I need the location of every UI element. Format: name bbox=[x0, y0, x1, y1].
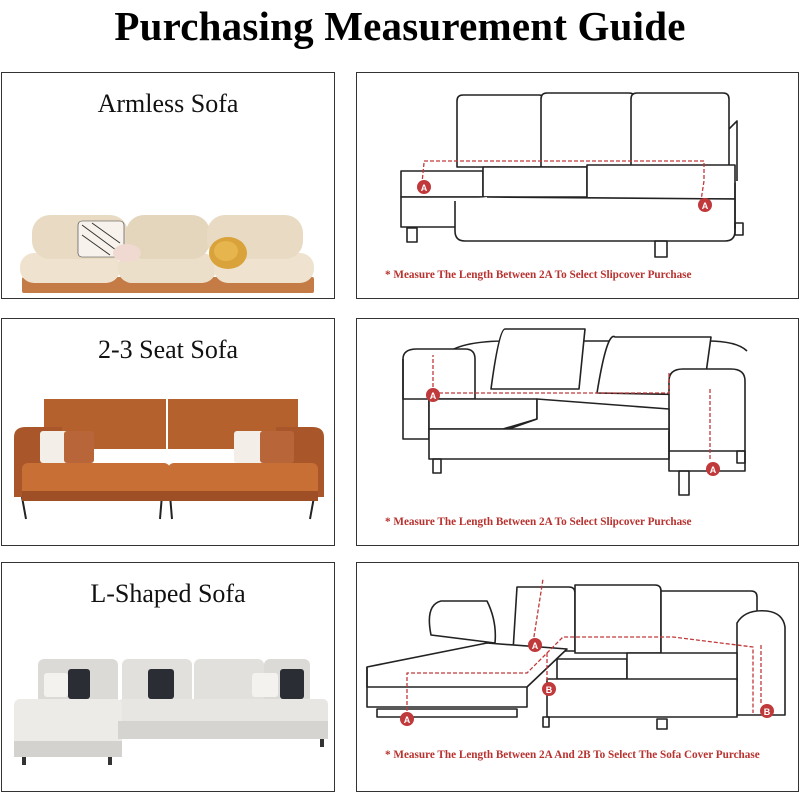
armless-sofa-diagram-panel bbox=[356, 72, 799, 299]
marker-a-label: A bbox=[531, 641, 539, 651]
l-shaped-sofa-photo bbox=[2, 623, 335, 792]
marker-a-label: A bbox=[709, 465, 717, 475]
seat-sofa-note: * Measure The Length Between 2A To Select Slipcover Purchase bbox=[385, 516, 692, 528]
marker-a-label: A bbox=[701, 201, 709, 211]
seat-sofa-label: 2-3 Seat Sofa bbox=[97, 335, 239, 364]
l-shaped-sofa-diagram-panel bbox=[356, 562, 799, 792]
seat-sofa-diagram-panel bbox=[356, 318, 799, 546]
l-shaped-sofa-label: L-Shaped Sofa bbox=[90, 579, 246, 608]
page-title: Purchasing Measurement Guide bbox=[114, 3, 686, 49]
seat-sofa-panel bbox=[1, 318, 335, 546]
armless-sofa-note: * Measure The Length Between 2A To Select Slipcover Purchase bbox=[385, 269, 692, 281]
l-shaped-sofa-diagram bbox=[357, 563, 799, 733]
armless-sofa-photo bbox=[2, 133, 335, 293]
seat-sofa-diagram bbox=[357, 319, 799, 509]
l-shaped-sofa-panel bbox=[1, 562, 335, 792]
seat-sofa-photo bbox=[2, 379, 335, 539]
marker-a-label: A bbox=[403, 715, 411, 725]
armless-sofa-label: Armless Sofa bbox=[97, 89, 239, 118]
marker-b-label: B bbox=[545, 685, 553, 695]
armless-sofa-panel bbox=[1, 72, 335, 299]
armless-sofa-diagram bbox=[357, 73, 799, 263]
marker-a-label: A bbox=[420, 183, 428, 193]
marker-b-label: B bbox=[763, 707, 771, 717]
l-shaped-sofa-note: * Measure The Length Between 2A And 2B To Select The Sofa Cover Purchase bbox=[385, 749, 760, 761]
marker-a-label: A bbox=[429, 391, 437, 401]
